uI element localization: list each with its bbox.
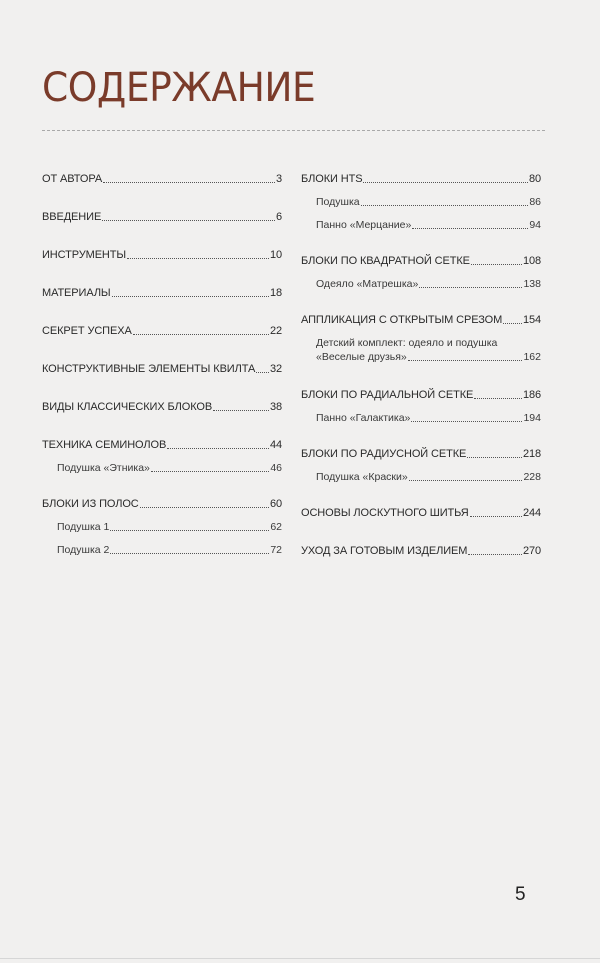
toc-entry-label: УХОД ЗА ГОТОВЫМ ИЗДЕЛИЕМ xyxy=(301,545,468,557)
toc-entry-row xyxy=(42,520,282,534)
toc-dot-leader xyxy=(503,323,522,324)
toc-entry-label: Подушка «Этника» xyxy=(57,462,150,474)
toc-entry-label: КОНСТРУКТИВНЫЕ ЭЛЕМЕНТЫ КВИЛТА xyxy=(42,363,256,375)
toc-entry[interactable] xyxy=(301,447,541,461)
toc-page-number: 3 xyxy=(275,173,282,185)
toc-subentry-label-line: Детский комплект: одеяло и подушка xyxy=(316,337,498,349)
toc-entry-row xyxy=(42,362,282,376)
toc-entry-row xyxy=(42,210,282,224)
toc-entry[interactable] xyxy=(42,362,282,376)
toc-entry-row xyxy=(42,497,282,511)
toc-entry[interactable] xyxy=(42,497,282,511)
toc-subentry[interactable] xyxy=(301,411,541,425)
toc-entry-row xyxy=(301,218,541,232)
toc-entry-label: «Веселые друзья» xyxy=(316,351,407,363)
toc-entry[interactable] xyxy=(301,388,541,402)
toc-page-number: 86 xyxy=(529,196,541,208)
toc-entry-label: Подушка 1 xyxy=(57,521,110,533)
toc-entry[interactable] xyxy=(301,172,541,186)
toc-entry-label: Подушка 2 xyxy=(57,544,110,556)
toc-dot-leader xyxy=(151,471,269,472)
toc-entry-label: ОСНОВЫ ЛОСКУТНОГО ШИТЬЯ xyxy=(301,507,469,519)
toc-subentry[interactable] xyxy=(301,336,541,364)
toc-page-number: 162 xyxy=(523,351,541,363)
toc-dot-leader xyxy=(133,334,269,335)
toc-page-number: 228 xyxy=(523,471,541,483)
toc-subentry[interactable] xyxy=(301,470,541,484)
toc-entry-row xyxy=(42,543,282,557)
toc-dot-leader xyxy=(361,205,529,206)
toc-entry-row xyxy=(301,313,541,327)
toc-page-number: 80 xyxy=(528,173,541,185)
toc-entry-label: СЕКРЕТ УСПЕХА xyxy=(42,325,132,337)
toc-entry-row xyxy=(301,447,541,461)
toc-dot-leader xyxy=(256,372,269,373)
toc-dot-leader xyxy=(408,360,523,361)
page-title: СОДЕРЖАНИЕ xyxy=(42,65,316,111)
toc-dot-leader xyxy=(419,287,522,288)
toc-subentry[interactable] xyxy=(301,218,541,232)
toc-entry-row xyxy=(301,254,541,268)
toc-subentry[interactable] xyxy=(301,277,541,291)
toc-entry[interactable] xyxy=(42,172,282,186)
toc-entry[interactable] xyxy=(42,400,282,414)
toc-page-number: 72 xyxy=(270,544,282,556)
toc-dot-leader xyxy=(467,457,522,458)
toc-page-number: 10 xyxy=(269,249,282,261)
toc-dot-leader xyxy=(110,530,269,531)
toc-entry-label: ВИДЫ КЛАССИЧЕСКИХ БЛОКОВ xyxy=(42,401,213,413)
toc-entry[interactable] xyxy=(301,506,541,520)
toc-entry-row xyxy=(301,388,541,402)
toc-page-number: 22 xyxy=(269,325,282,337)
toc-entry-row xyxy=(42,286,282,300)
toc-entry-row xyxy=(42,461,282,475)
toc-entry-label: ВВЕДЕНИЕ xyxy=(42,211,102,223)
toc-page-number: 44 xyxy=(269,439,282,451)
toc-dot-leader xyxy=(112,296,269,297)
toc-dot-leader xyxy=(411,421,522,422)
toc-entry-label: ИНСТРУМЕНТЫ xyxy=(42,249,127,261)
toc-dot-leader xyxy=(409,480,523,481)
toc-entry-row xyxy=(301,350,541,364)
toc-entry-label: БЛОКИ ПО РАДИАЛЬНОЙ СЕТКЕ xyxy=(301,389,474,401)
toc-entry-label: Подушка «Краски» xyxy=(316,471,408,483)
toc-entry-row xyxy=(301,195,541,209)
toc-entry-label: Подушка xyxy=(316,196,360,208)
page-edge-line xyxy=(0,958,600,959)
toc-subentry[interactable] xyxy=(42,543,282,557)
toc-dot-leader xyxy=(471,264,522,265)
page-number: 5 xyxy=(515,884,526,905)
toc-page-number: 186 xyxy=(522,389,541,401)
toc-entry-label: БЛОКИ ПО КВАДРАТНОЙ СЕТКЕ xyxy=(301,255,470,267)
toc-dot-leader xyxy=(363,182,527,183)
toc-dot-leader xyxy=(103,182,275,183)
toc-entry-label: Панно «Галактика» xyxy=(316,412,411,424)
toc-entry-label: БЛОКИ ИЗ ПОЛОС xyxy=(42,498,139,510)
toc-entry[interactable] xyxy=(301,254,541,268)
toc-dot-leader xyxy=(140,507,269,508)
toc-subentry[interactable] xyxy=(301,195,541,209)
toc-entry-row xyxy=(42,172,282,186)
toc-page-number: 218 xyxy=(522,448,541,460)
toc-entry[interactable] xyxy=(42,324,282,338)
toc-dot-leader xyxy=(470,516,522,517)
toc-entry[interactable] xyxy=(301,313,541,327)
toc-entry-row xyxy=(301,506,541,520)
toc-page-number: 60 xyxy=(269,498,282,510)
toc-entry-row xyxy=(301,172,541,186)
toc-entry-row xyxy=(301,470,541,484)
dashed-divider xyxy=(42,130,545,131)
toc-dot-leader xyxy=(110,553,269,554)
toc-entry-row xyxy=(42,400,282,414)
toc-page-number: 108 xyxy=(522,255,541,267)
toc-dot-leader xyxy=(474,398,522,399)
toc-page-number: 62 xyxy=(270,521,282,533)
toc-entry-row xyxy=(42,248,282,262)
toc-entry-row xyxy=(301,277,541,291)
toc-dot-leader xyxy=(167,448,269,449)
toc-entry[interactable] xyxy=(42,248,282,262)
toc-entry-label: АППЛИКАЦИЯ С ОТКРЫТЫМ СРЕЗОМ xyxy=(301,314,503,326)
toc-entry-row xyxy=(301,544,541,558)
toc-entry-label: БЛОКИ ПО РАДИУСНОЙ СЕТКЕ xyxy=(301,448,467,460)
toc-entry-label: ОТ АВТОРА xyxy=(42,173,103,185)
toc-dot-leader xyxy=(468,554,522,555)
toc-page-number: 154 xyxy=(522,314,541,326)
toc-page-number: 138 xyxy=(523,278,541,290)
toc-subentry[interactable] xyxy=(42,461,282,475)
toc-page-number: 18 xyxy=(269,287,282,299)
toc-page-number: 32 xyxy=(269,363,282,375)
toc-entry-row xyxy=(42,324,282,338)
toc-entry[interactable] xyxy=(42,210,282,224)
toc-page-number: 6 xyxy=(275,211,282,223)
toc-entry[interactable] xyxy=(42,438,282,452)
toc-page-number: 94 xyxy=(529,219,541,231)
toc-entry-label: Панно «Мерцание» xyxy=(316,219,412,231)
toc-subentry[interactable] xyxy=(42,520,282,534)
toc-entry-label: Одеяло «Матрешка» xyxy=(316,278,419,290)
toc-entry[interactable] xyxy=(301,544,541,558)
toc-entry-label: БЛОКИ HTS xyxy=(301,173,363,185)
toc-dot-leader xyxy=(213,410,269,411)
toc-entry[interactable] xyxy=(42,286,282,300)
toc-page-number: 194 xyxy=(523,412,541,424)
toc-page-number: 38 xyxy=(269,401,282,413)
toc-dot-leader xyxy=(412,228,528,229)
toc-dot-leader xyxy=(102,220,275,221)
toc-page-number: 244 xyxy=(522,507,541,519)
toc-entry-label: МАТЕРИАЛЫ xyxy=(42,287,111,299)
toc-entry-row xyxy=(42,438,282,452)
toc-dot-leader xyxy=(127,258,269,259)
toc-page-number: 270 xyxy=(522,545,541,557)
toc-entry-row xyxy=(301,411,541,425)
toc-page-number: 46 xyxy=(270,462,282,474)
toc-entry-label: ТЕХНИКА СЕМИНОЛОВ xyxy=(42,439,167,451)
